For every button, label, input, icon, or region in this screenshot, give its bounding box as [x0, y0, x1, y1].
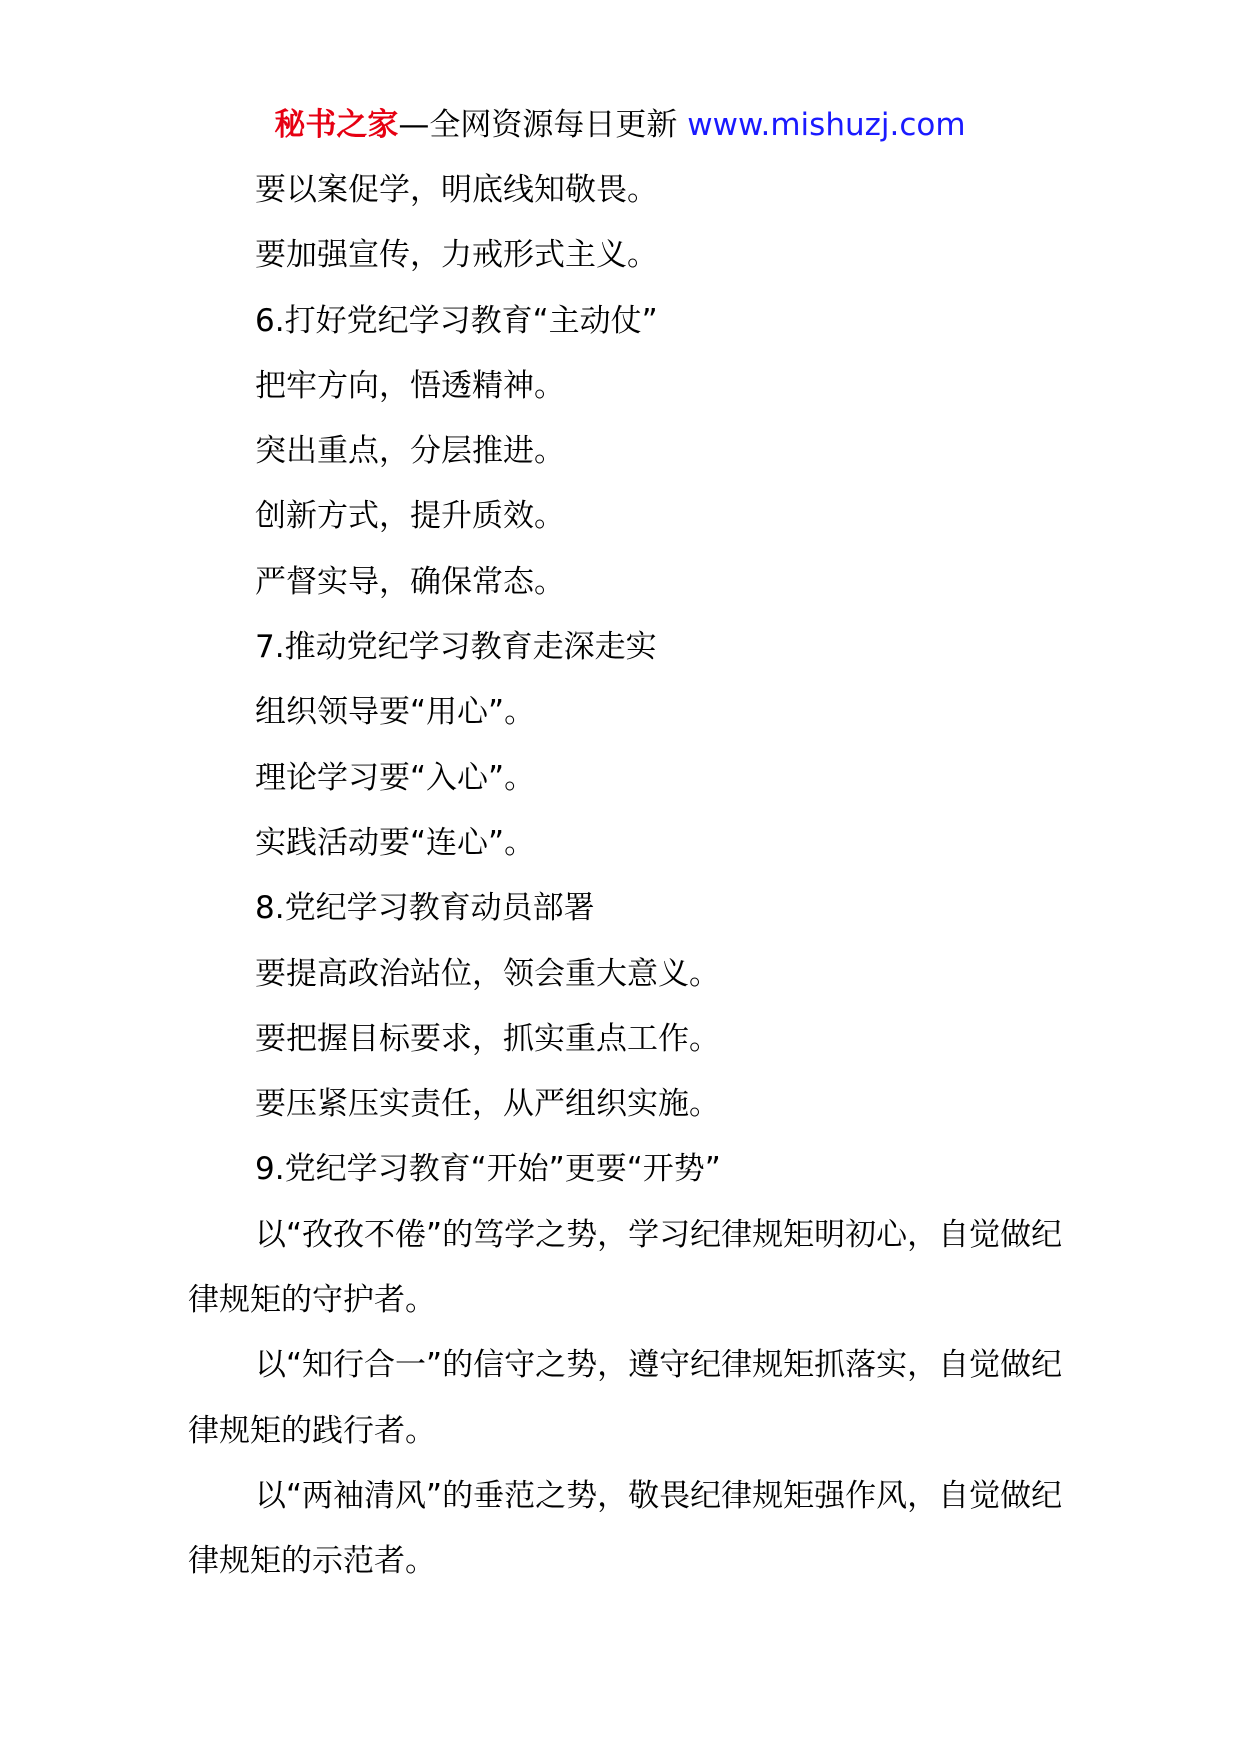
section-heading: 6.打好党纪学习教育“主动仗”	[255, 302, 658, 339]
paragraph: 以“知行合一”的信守之势，遵守纪律规矩抓落实，自觉做纪律规矩的践行者。	[188, 1347, 1063, 1449]
document-header	[0, 100, 1240, 150]
paragraph: 要提高政治站位，领会重大意义。	[255, 955, 720, 992]
paragraph: 要把握目标要求，抓实重点工作。	[255, 1020, 720, 1057]
site-url-link[interactable]: www.mishuzj.com	[687, 107, 966, 143]
paragraph: 组织领导要“用心”。	[255, 694, 536, 731]
paragraph: 把牢方向，悟透精神。	[255, 367, 565, 404]
brand-name: 秘书之家	[274, 107, 399, 143]
paragraph: 理论学习要“入心”。	[255, 759, 536, 796]
section-heading: 9.党纪学习教育“开始”更要“开势”	[255, 1151, 721, 1188]
paragraph: 创新方式，提升质效。	[255, 498, 565, 535]
section-heading: 8.党纪学习教育动员部署	[255, 890, 595, 927]
paragraph: 要压紧压实责任，从严组织实施。	[255, 1086, 720, 1123]
paragraph: 实践活动要“连心”。	[255, 824, 536, 861]
header-slogan: —全网资源每日更新	[398, 107, 678, 143]
document-body	[188, 158, 1068, 1595]
paragraph: 突出重点，分层推进。	[255, 433, 565, 470]
section-heading: 7.推动党纪学习教育走深走实	[255, 629, 657, 666]
paragraph: 严督实导，确保常态。	[255, 563, 565, 600]
paragraph: 要以案促学，明底线知敬畏。	[255, 172, 658, 208]
paragraph: 以“孜孜不倦”的笃学之势，学习纪律规矩明初心，自觉做纪律规矩的守护者。	[188, 1216, 1063, 1319]
paragraph: 以“两袖清风”的垂范之势，敬畏纪律规矩强作风，自觉做纪律规矩的示范者。	[188, 1477, 1063, 1580]
paragraph: 要加强宣传，力戒形式主义。	[255, 237, 658, 274]
